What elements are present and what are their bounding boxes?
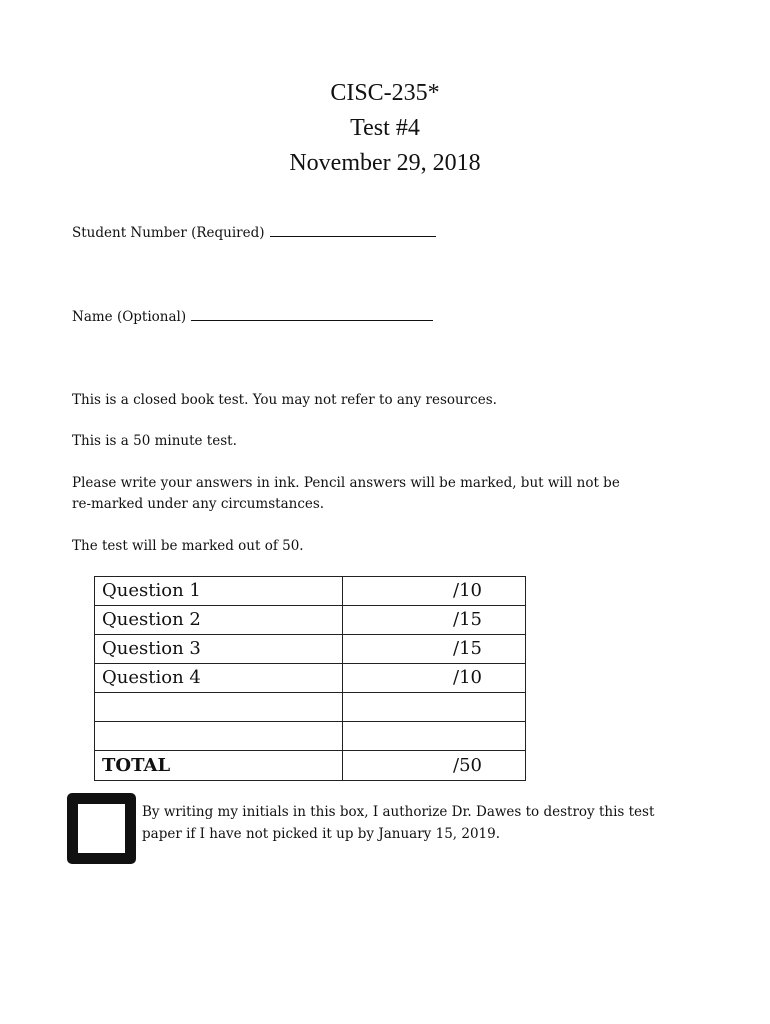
mark-cell[interactable]: /10 xyxy=(343,664,526,693)
student-number-blank[interactable] xyxy=(270,223,436,237)
question-cell xyxy=(95,693,343,722)
authorization-text: By writing my initials in this box, I authorize Dr. Dawes to destroy this test paper if I have not picked it up by January 15, 2019. xyxy=(142,804,655,842)
total-label: TOTAL xyxy=(95,751,343,781)
total-mark-cell[interactable]: /50 xyxy=(343,751,526,781)
test-number: Test #4 xyxy=(350,115,420,141)
table-row xyxy=(95,635,526,664)
table-row xyxy=(95,693,526,722)
student-number-label: Student Number (Required) xyxy=(72,225,265,241)
table-row xyxy=(95,606,526,635)
name-label: Name (Optional) xyxy=(72,309,187,325)
instruction-closed-book: This is a closed book test. You may not refer to any resources. xyxy=(72,392,497,408)
mark-cell[interactable]: /10 xyxy=(343,577,526,606)
instruction-ink: Please write your answers in ink. Pencil answers will be marked, but will not be re-marked under any circumstances. xyxy=(72,475,620,512)
student-number-field[interactable] xyxy=(72,223,436,241)
table-row xyxy=(95,722,526,751)
title-block xyxy=(0,76,770,181)
question-cell xyxy=(95,722,343,751)
total-row xyxy=(95,751,526,781)
name-blank[interactable] xyxy=(191,307,433,321)
mark-cell[interactable] xyxy=(343,693,526,722)
mark-cell[interactable]: /15 xyxy=(343,635,526,664)
mark-cell[interactable] xyxy=(343,722,526,751)
table-row xyxy=(95,664,526,693)
question-cell: Question 3 xyxy=(95,635,343,664)
marks-table xyxy=(94,576,526,781)
course-code: CISC-235* xyxy=(330,80,440,106)
question-cell: Question 4 xyxy=(95,664,343,693)
test-date: November 29, 2018 xyxy=(289,150,481,176)
mark-cell[interactable]: /15 xyxy=(343,606,526,635)
instruction-duration: This is a 50 minute test. xyxy=(72,433,237,449)
instruction-marking: The test will be marked out of 50. xyxy=(72,538,304,554)
name-field[interactable] xyxy=(72,307,433,325)
table-row xyxy=(95,577,526,606)
question-cell: Question 2 xyxy=(95,606,343,635)
initials-box[interactable] xyxy=(67,793,136,864)
question-cell: Question 1 xyxy=(95,577,343,606)
